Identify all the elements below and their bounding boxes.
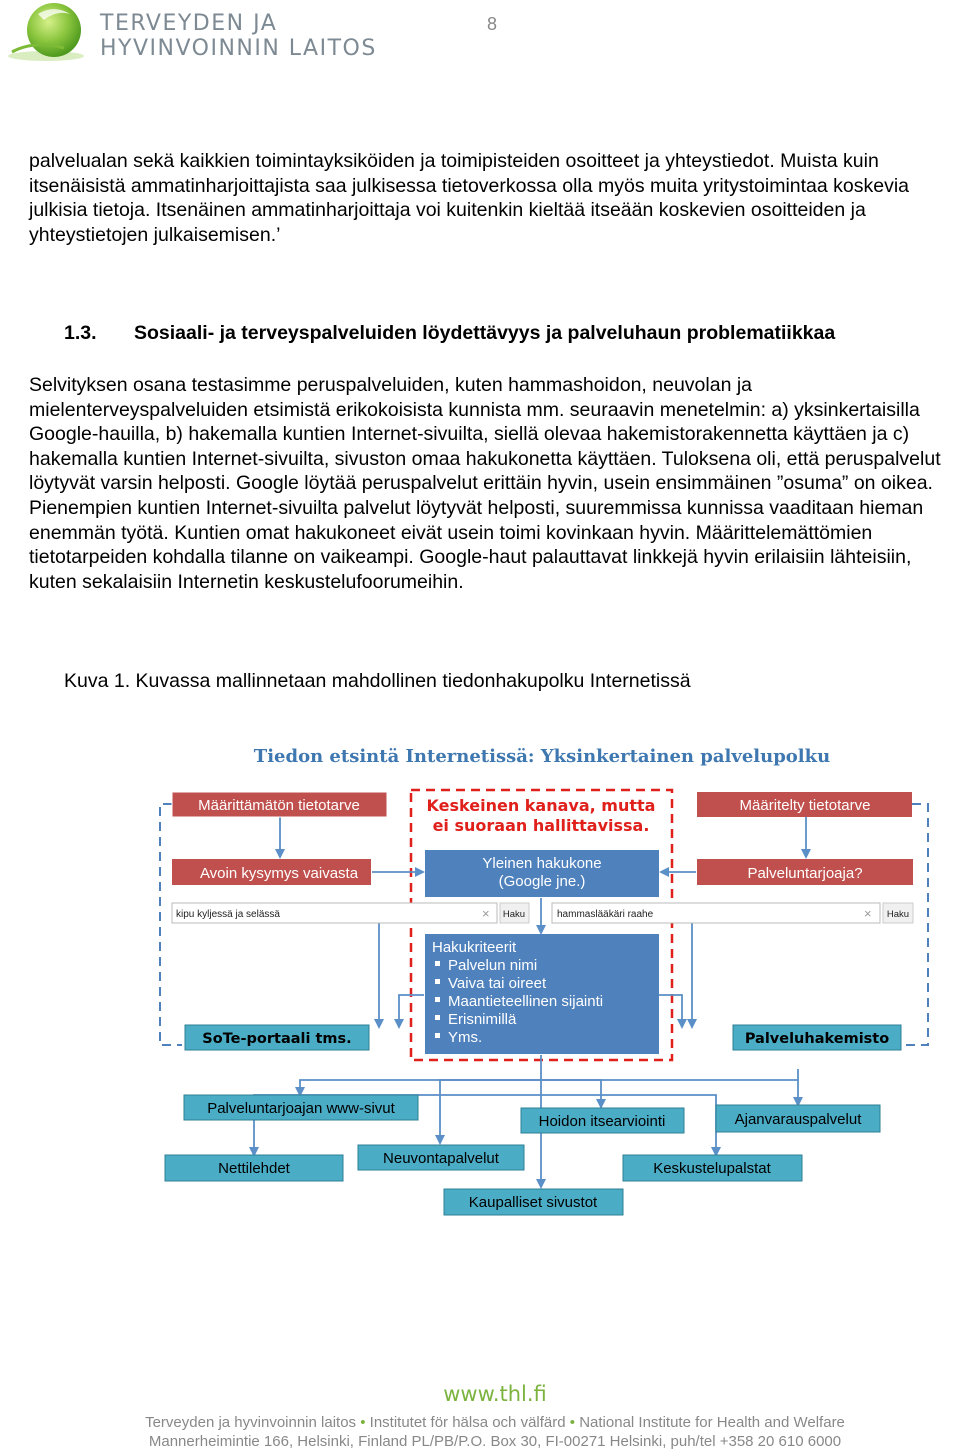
open-question-label: Avoin kysymys vaivasta	[199, 865, 359, 882]
sote-portal-label: SoTe-portaali tms.	[202, 1031, 352, 1047]
left-dashed-frame	[160, 804, 182, 1045]
section-title: Sosiaali- ja terveyspalveluiden löydettävyys ja palveluhaun problematiikkaa	[134, 322, 836, 344]
defined-need-label: Määritelty tietotarve	[739, 797, 871, 814]
search-query-left: kipu kyljessä ja selässä	[176, 909, 280, 920]
footer-bullet: •	[360, 1414, 366, 1431]
footer-name-en: National Institute for Health and Welfare	[579, 1414, 845, 1431]
clear-icon: ×	[482, 906, 490, 921]
self-assessment-label: Hoidon itsearviointi	[538, 1113, 666, 1130]
org-name-line2: HYVINVOINNIN LAITOS	[100, 36, 377, 61]
org-name-line1: TERVEYDEN JA	[100, 11, 278, 36]
central-channel-line1: Keskeinen kanava, mutta	[426, 796, 656, 815]
provider-sites-label: Palveluntarjoajan www-sivut	[207, 1100, 395, 1117]
search-button-right: Haku	[886, 909, 910, 920]
web-pages-label: Nettilehdet	[218, 1160, 290, 1177]
footer-bullet: •	[569, 1414, 576, 1431]
right-dashed-frame	[905, 804, 928, 1045]
provider-question-label: Palveluntarjoaja?	[747, 865, 863, 882]
service-path-diagram	[0, 735, 960, 1225]
diagram-title: Tiedon etsintä Internetissä: Yksinkertainen palvelupolku	[253, 746, 831, 767]
undefined-need-label: Määrittämätön tietotarve	[198, 797, 360, 814]
counseling-label: Neuvontapalvelut	[383, 1150, 499, 1167]
footer-name-fi: Terveyden ja hyvinvoinnin laitos	[145, 1414, 357, 1431]
search-engine-line1: Yleinen hakukone	[482, 855, 602, 872]
criteria-item: Palvelun nimi	[448, 957, 538, 974]
criteria-item: Erisnimillä	[448, 1011, 517, 1028]
criteria-item: Yms.	[448, 1029, 483, 1046]
paragraph-intro: palvelualan sekä kaikkien toimintayksiköiden ja toimipisteiden osoitteet ja yhteystiedot. Muista kuin itsenäisistä ammatinharjoittajista saa julkisessa tietoverkossa olla myös muita yritystoimintaa koskevia julkisia tietoja. Itsenäinen ammatinharjoittaja voi kuitenkin kieltää itseään koskevien osoitteiden ja yhteystietojen julkaisemisen.’	[29, 150, 910, 246]
footer-name-sv: Institutet för hälsa och välfärd	[369, 1414, 566, 1431]
search-bar-right	[552, 903, 913, 923]
discussion-label: Keskustelupalstat	[653, 1160, 771, 1177]
search-button-left: Haku	[502, 909, 526, 920]
section-heading	[64, 322, 835, 345]
central-channel-line2: ei suoraan hallittavissa.	[432, 816, 650, 835]
footer-url: www.thl.fi	[443, 1382, 547, 1406]
footer-address: Mannerheimintie 166, Helsinki, Finland PL/PB/P.O. Box 30, FI-00271 Helsinki, puh/tel +358 20 610 6000	[148, 1433, 842, 1450]
footer-institute-names	[0, 1414, 960, 1431]
appointments-label: Ajanvarauspalvelut	[734, 1111, 862, 1128]
figure-caption: Kuva 1. Kuvassa mallinnetaan mahdollinen tiedonhakupolku Internetissä	[64, 670, 691, 692]
criteria-item: Maantieteellinen sijainti	[448, 993, 604, 1010]
paragraph-findings: Selvityksen osana testasimme peruspalveluiden, kuten hammashoidon, neuvolan ja mielenterveyspalveluiden etsimistä erikokoisista kunnista mm. seuraavin menetelmin: a) yksinkertaisilla Google-hauilla, b) hakemalla kuntien Internet-sivuilta, siellä olevaa hakemistorakennetta käyttäen ja c) hakemalla kuntien Internet-sivuilta, sivuston omaa hakukonetta käyttäen. Tuloksena oli, että peruspalvelut löytyvät varsin helposti. Google löytää peruspalvelut erittäin hyvin, usein ensimmäinen ”osuma” on oikea. Pienempien kuntien Internet-sivuilta palvelut löytyvät helposti, suuremmissa kunnissa vaaditaan hieman enemmän työtä. Kuntien omat hakukoneet eivät usein toimi kovinkaan hyvin. Määrittelemättömien tietotarpeiden kohdalla tilanne on vaikeampi. Google-haut palauttavat linkkejä hyvin erilaisiin lähteisiin, kuten sekalaisiin Internetin keskustelufoorumeihin.	[29, 374, 941, 593]
thl-logo-icon	[4, 0, 94, 64]
search-bar-left	[172, 903, 529, 923]
search-engine-line2: (Google jne.)	[498, 873, 586, 890]
criteria-item: Vaiva tai oireet	[448, 975, 547, 992]
criteria-title: Hakukriteerit	[432, 939, 517, 956]
search-query-right: hammaslääkäri raahe	[557, 909, 654, 920]
page-number: 8	[487, 14, 498, 34]
commercial-label: Kaupalliset sivustot	[468, 1194, 598, 1211]
section-number: 1.3.	[64, 322, 97, 344]
clear-icon: ×	[864, 906, 872, 921]
service-directory-label: Palveluhakemisto	[744, 1031, 890, 1047]
